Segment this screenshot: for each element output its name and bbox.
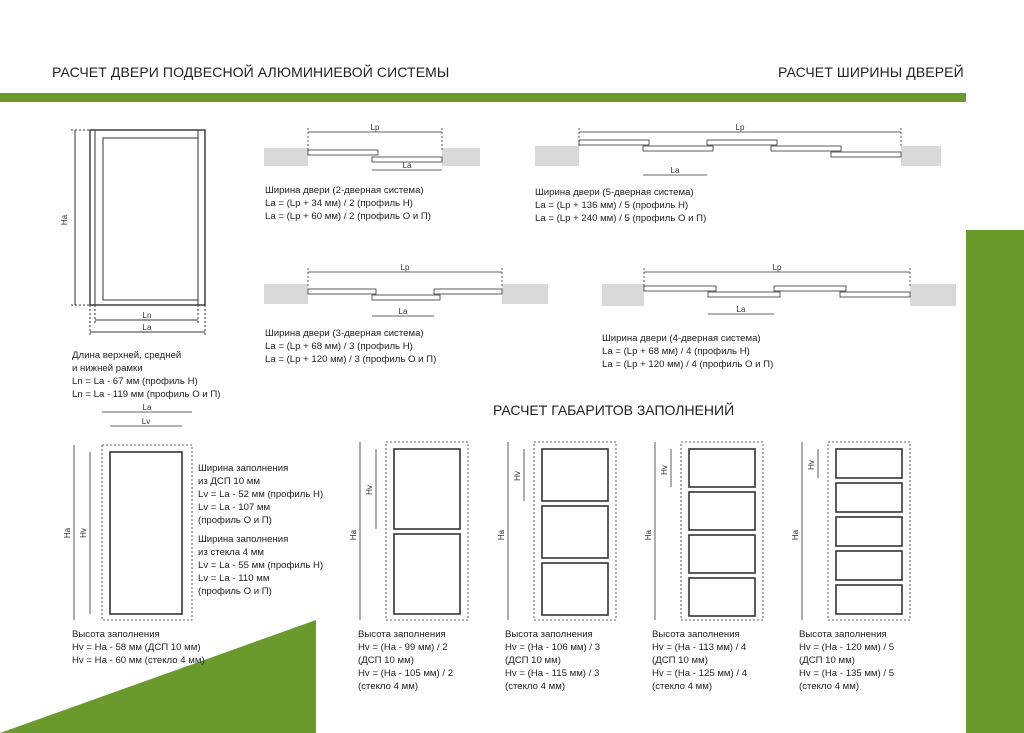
hv-label: Hv bbox=[513, 471, 522, 481]
ha-label: Ha bbox=[349, 529, 358, 541]
text-line: Ширина двери (5-дверная система) bbox=[535, 187, 694, 198]
door-la-label: La bbox=[142, 323, 152, 332]
fill-width-diagram bbox=[62, 400, 202, 625]
text-line: Высота заполнения bbox=[358, 629, 446, 640]
header-right-title: РАСЧЕТ ШИРИНЫ ДВЕРЕЙ bbox=[778, 64, 964, 80]
ha-label: Ha bbox=[644, 529, 653, 541]
width-diagram-3door bbox=[262, 262, 552, 322]
fill-section-title: РАСЧЕТ ГАБАРИТОВ ЗАПОЛНЕНИЙ bbox=[493, 402, 735, 418]
text-line: Hv = Ha - 58 мм (ДСП 10 мм) bbox=[72, 642, 201, 653]
text-line: La = (Lp + 136 мм) / 5 (профиль Н) bbox=[535, 200, 689, 211]
fill-ha-label: Ha bbox=[63, 527, 72, 539]
la-label: La bbox=[402, 161, 412, 170]
text-line: Hv = Ha - 60 мм (стекло 4 мм) bbox=[72, 655, 205, 666]
fill-width-text bbox=[198, 462, 323, 598]
text-line: Высота заполнения bbox=[799, 629, 887, 640]
fill-panel-3 bbox=[496, 440, 621, 625]
fill-panel-3-text bbox=[505, 628, 600, 693]
text-line: La = (Lp + 68 мм) / 3 (профиль Н) bbox=[265, 341, 413, 352]
fill-panel-2-text bbox=[358, 628, 453, 693]
la-label: La bbox=[736, 305, 746, 314]
fill-la-label: La bbox=[142, 403, 152, 412]
width-diagram-4door bbox=[600, 262, 960, 322]
text-line: Ln = La - 119 мм (профиль О и П) bbox=[72, 389, 221, 400]
text-line: Ширина заполнения bbox=[198, 463, 289, 474]
ha-label: Ha bbox=[497, 529, 506, 541]
text-line: Lv = La - 52 мм (профиль Н) bbox=[198, 489, 324, 500]
text-line: La = (Lp + 34 мм) / 2 (профиль Н) bbox=[265, 198, 413, 209]
text-line: Ширина заполнения bbox=[198, 534, 289, 545]
text-line: (ДСП 10 мм) bbox=[358, 655, 414, 666]
text-line: (ДСП 10 мм) bbox=[799, 655, 855, 666]
header-left-title: РАСЧЕТ ДВЕРИ ПОДВЕСНОЙ АЛЮМИНИЕВОЙ СИСТЕМЫ bbox=[52, 64, 450, 80]
text-line: и нижней рамки bbox=[72, 363, 143, 374]
text-line: Hv = (Ha - 120 мм) / 5 bbox=[799, 642, 895, 653]
fill-panel-4-text bbox=[652, 628, 747, 693]
fill-panel-4 bbox=[643, 440, 768, 625]
fill-panel-2 bbox=[348, 440, 473, 625]
door-frame-diagram bbox=[55, 120, 225, 340]
fill-height-text bbox=[72, 628, 205, 667]
width-calc-2door bbox=[265, 184, 431, 223]
width-diagram-5door bbox=[535, 120, 945, 180]
text-line: Lv = La - 107 мм bbox=[198, 502, 271, 513]
text-line: La = (Lp + 120 мм) / 3 (профиль О и П) bbox=[265, 354, 437, 365]
lp-label: Lp bbox=[772, 263, 782, 272]
text-line: Высота заполнения bbox=[72, 629, 160, 640]
text-line: Высота заполнения bbox=[652, 629, 740, 640]
fill-panel-5 bbox=[790, 440, 915, 625]
text-line: Ширина двери (4-дверная система) bbox=[602, 333, 761, 344]
text-line: La = (Lp + 240 мм) / 5 (профиль О и П) bbox=[535, 213, 707, 224]
text-line: Hv = (Ha - 99 мм) / 2 bbox=[358, 642, 448, 653]
door-ha-label: Ha bbox=[60, 214, 69, 226]
text-line: Lv = La - 110 мм bbox=[198, 573, 270, 584]
ha-label: Ha bbox=[791, 529, 800, 541]
text-line: Lv = La - 55 мм (профиль Н) bbox=[198, 560, 324, 571]
text-line: Hv = (Ha - 106 мм) / 3 bbox=[505, 642, 601, 653]
lp-label: Lp bbox=[370, 123, 380, 132]
text-line: Hv = (Ha - 135 мм) / 5 bbox=[799, 668, 895, 679]
la-label: La bbox=[670, 166, 680, 175]
hv-label: Hv bbox=[807, 460, 816, 470]
text-line: Hv = (Ha - 115 мм) / 3 bbox=[505, 668, 600, 679]
text-line: La = (Lp + 120 мм) / 4 (профиль О и П) bbox=[602, 359, 774, 370]
hv-label: Hv bbox=[660, 465, 669, 475]
text-line: (профиль О и П) bbox=[198, 586, 272, 597]
text-line: La = (Lp + 60 мм) / 2 (профиль О и П) bbox=[265, 211, 431, 222]
fill-panel-5-text bbox=[799, 628, 894, 693]
text-line: Ширина двери (2-дверная система) bbox=[265, 185, 424, 196]
text-line: Ln = La - 67 мм (профиль Н) bbox=[72, 376, 198, 387]
lp-label: Lp bbox=[735, 123, 745, 132]
text-line: Высота заполнения bbox=[505, 629, 593, 640]
door-ln-label: Ln bbox=[142, 311, 152, 320]
door-frame-text bbox=[72, 349, 220, 401]
fill-hv-label: Hv bbox=[79, 528, 88, 538]
text-line: Ширина двери (3-дверная система) bbox=[265, 328, 424, 339]
text-line: из ДСП 10 мм bbox=[198, 476, 260, 487]
width-diagram-2door bbox=[262, 120, 482, 175]
text-line: Hv = (Ha - 113 мм) / 4 bbox=[652, 642, 747, 653]
text-line: Hv = (Ha - 125 мм) / 4 bbox=[652, 668, 748, 679]
text-line: La = (Lp + 68 мм) / 4 (профиль Н) bbox=[602, 346, 750, 357]
hv-label: Hv bbox=[365, 485, 374, 495]
width-calc-5door bbox=[535, 186, 706, 225]
text-line: из стекла 4 мм bbox=[198, 547, 264, 558]
text-line: (стекло 4 мм) bbox=[505, 681, 566, 692]
lp-label: Lp bbox=[400, 263, 410, 272]
text-line: Hv = (Ha - 105 мм) / 2 bbox=[358, 668, 454, 679]
width-calc-4door bbox=[602, 332, 773, 371]
fill-lv-label: Lv bbox=[141, 417, 151, 426]
text-line: (стекло 4 мм) bbox=[652, 681, 713, 692]
width-calc-3door bbox=[265, 327, 436, 366]
text-line: Длина верхней, средней bbox=[72, 350, 182, 361]
text-line: (ДСП 10 мм) bbox=[652, 655, 708, 666]
text-line: (профиль О и П) bbox=[198, 515, 272, 526]
text-line: (ДСП 10 мм) bbox=[505, 655, 561, 666]
la-label: La bbox=[398, 307, 408, 316]
text-line: (стекло 4 мм) bbox=[799, 681, 860, 692]
text-line: (стекло 4 мм) bbox=[358, 681, 419, 692]
